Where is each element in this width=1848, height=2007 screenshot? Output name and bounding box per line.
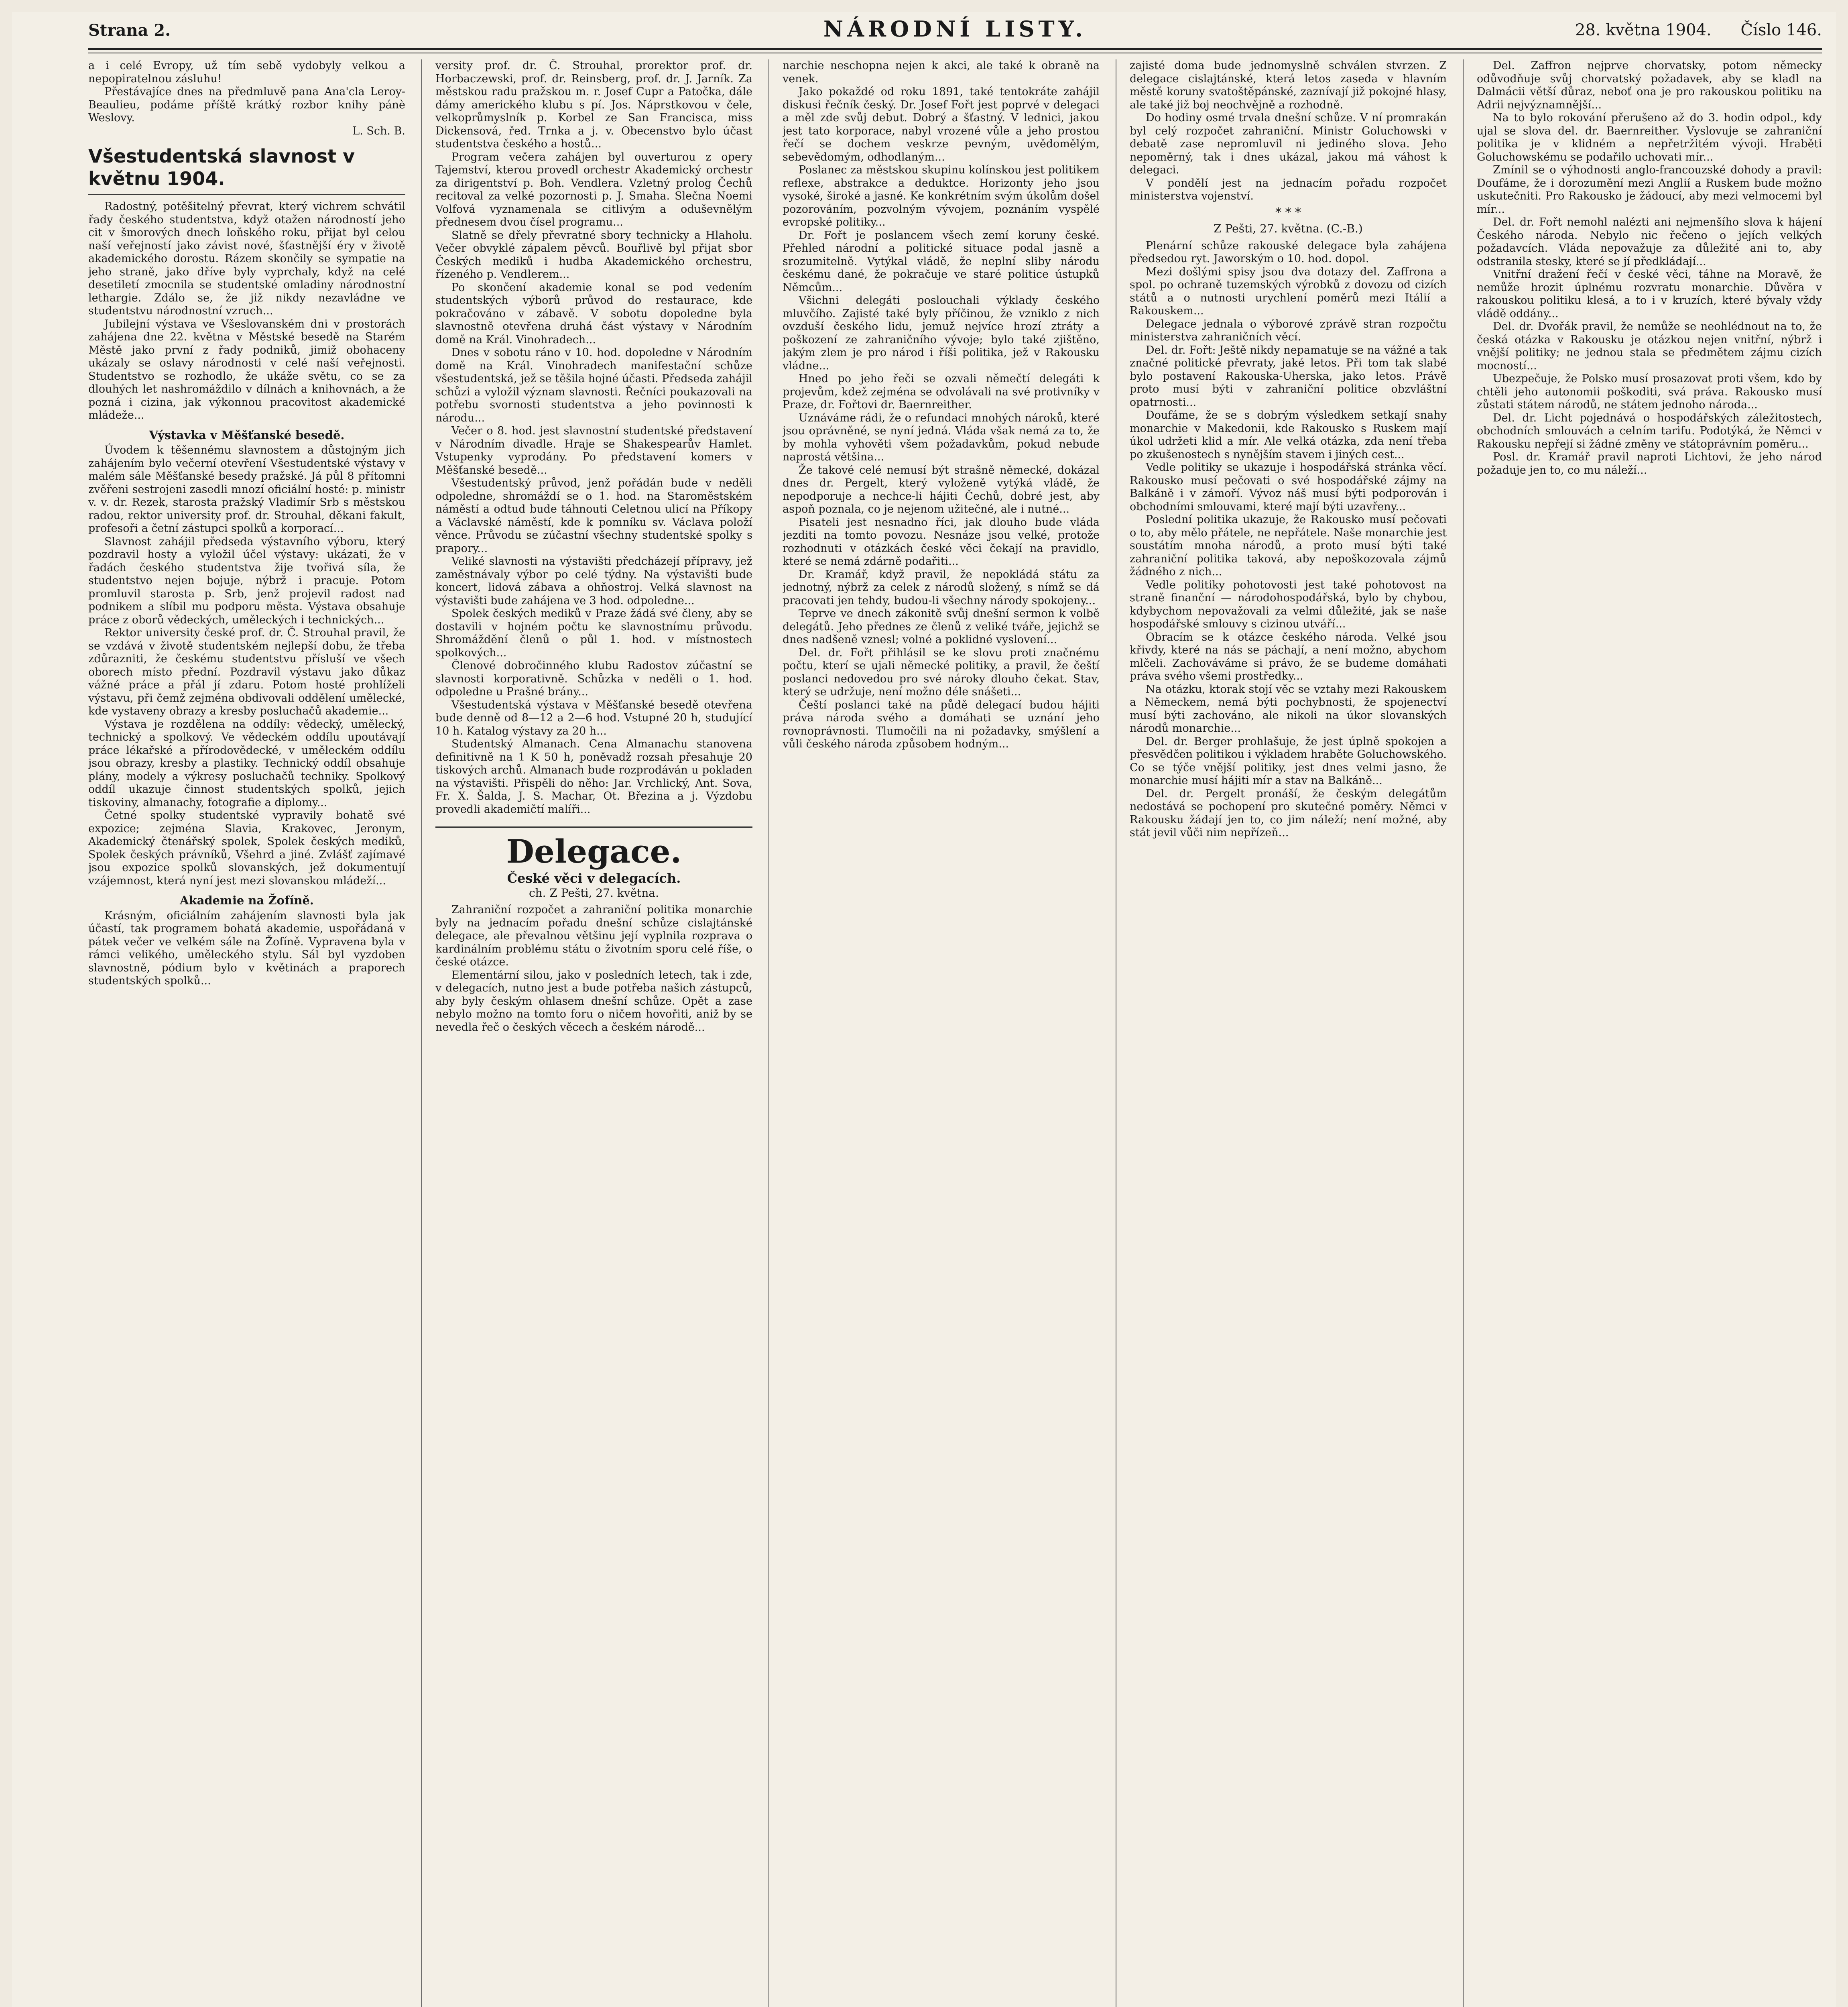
article-paragraph: Všestudentský průvod, jenž pořádán bude v neděli odpoledne, shromáždí se o 1. hod. na Staroměstském náměstí a odtud bude táhnouti Celetnou ulicí na Příkopy a Václavské náměstí, kde k pomníku sv. Václava položí věnce. Průvodu se zúčastní všechny studentské spolky s prapory... [435, 477, 752, 555]
article-paragraph: Slavnost zahájil předseda výstavního výboru, který pozdravil hosty a vyložil účel výstavy: ukázati, že v řadách českého studentstva žije tvořivá síla, že studentstvo nejen bojuje, nýbrž i pracuje. Potom promluvil starosta p. Srb, jenž projevil radost nad podnikem a slíbil mu podporu města. Výstava obsahuje práce z oborů vědeckých, uměleckých i technických... [88, 535, 405, 626]
article-paragraph: Pisateli jest nesnadno říci, jak dlouho bude vláda jezditi na tomto povozu. Nesnáze jsou velké, protože rozhodnuti v otázkách české věci čekají na pravidlo, které se nemá zdárně podařiti... [783, 516, 1100, 568]
article-paragraph: narchie neschopna nejen k akci, ale také k obraně na venek. [783, 59, 1100, 85]
section-subhead: Výstavka v Měšťanské besedě. [149, 428, 345, 442]
article-paragraph: V pondělí jest na jednacím pořadu rozpočet ministerstva vojenství. [1130, 177, 1447, 202]
newspaper-page [12, 12, 1836, 2007]
masthead-rule [88, 48, 1822, 53]
article-paragraph: Del. dr. Fořt: Ještě nikdy nepamatuje se na vážné a tak značné politické převraty, jaké letos. Při tom tak slabé bylo postavení Rakouska-Uherska, jako letos. Právě proto musí býti v zahraniční politice obzvláštní opatrnosti... [1130, 344, 1447, 409]
article-paragraph: Teprve ve dnech zákonitě svůj dnešní sermon k volbě delegátů. Jeho přednes ze členů z veliké tváře, jejichž se dnes nadšeně vznesl; volné a poklidné vyslovení... [783, 607, 1100, 646]
section-headline: Delegace. [435, 826, 752, 869]
column-4 [1130, 59, 1447, 2007]
section-subhead: Akademie na Žofíně. [180, 894, 314, 907]
article-paragraph: Del. dr. Berger prohlašuje, že jest úplně spokojen a přesvědčen politikou i výkladem hraběte Goluchowského. Co se týče vnější politiky, jest dnes velmi jasno, že monarchie musí hájiti mír a stav na Balkáně... [1130, 735, 1447, 787]
article-headline: Všestudentská slavnost v květnu 1904. [88, 145, 405, 195]
article-paragraph: Hned po jeho řeči se ozvali němečtí delegáti k projevům, kdež zejména se odvolávali na své protivníky v Praze, dr. Fořtovi dr. Baernreither. [783, 372, 1100, 411]
article-paragraph: Obracím se k otázce českého národa. Velké jsou křivdy, které na nás se páchají, a není možno, abychom mlčeli. Zachováváme si právo, že se budeme domáhati práva svého všemi prostředky... [1130, 631, 1447, 682]
article-paragraph: Del. dr. Dvořák pravil, že nemůže se neohlédnout na to, že česká otázka v Rakousku je otázkou nejen vnitřní, nýbrž i vnější politiky; ne jednou stala se předmětem zájmu cizích mocností... [1477, 320, 1822, 372]
article-paragraph: Ubezpečuje, že Polsko musí prosazovat proti všem, kdo by chtěli jeho autonomii poškoditi, svá práva. Rakousko musí zůstati státem národů, ne státem jednoho národa... [1477, 372, 1822, 411]
article-paragraph: Do hodiny osmé trvala dnešní schůze. V ní promrakán byl celý rozpočet zahraniční. Ministr Goluchowski v debatě zase nepromluvil ni jediného slova. Jeho nepoměrný, tak i dnes ukázal, jakou má váhost k delegaci. [1130, 112, 1447, 176]
intro-paragraph: a i celé Evropy, už tím sebě vydobyly velkou a nepopiratelnou zásluhu! [88, 59, 405, 85]
section-separator: * * * [1275, 205, 1301, 220]
article-paragraph: Na to bylo rokování přerušeno až do 3. hodin odpol., kdy ujal se slova del. dr. Baernreither. Vyslovuje se zahraniční politika je v klidném a nepřetržitém vývoji. Hraběti Goluchowskému se podařilo uchovati mír... [1477, 112, 1822, 163]
article-paragraph: Del. dr. Licht pojednává o hospodářských záležitostech, obchodních smlouvách a celním tarifu. Podotýká, že Němci v Rakousku nepřejí si žádné změny ve státoprávním poměru... [1477, 411, 1822, 450]
newspaper-title: NÁRODNÍ LISTY. [823, 16, 1087, 42]
article-paragraph: Zahraniční rozpočet a zahraniční politika monarchie byly na jednacím pořadu dnešní schůze cislajtánské delegace, ale převalnou většinu její vyplnila rozprava o kardinálním problému státu o životním sporu celé říše, o české otázce. [435, 904, 752, 968]
section-subtitle: České věci v delegacích. [507, 871, 681, 886]
article-paragraph: Uznáváme rádi, že o refundaci mnohých nároků, které jsou oprávněné, se nyní jedná. Vláda však nemá za to, že by mohla vyhověti všem požadavkům, pokud nebude naprostá většina... [783, 411, 1100, 463]
article-paragraph: Členové dobročinného klubu Radostov zúčastní se slavnosti korporativně. Schůzka v neděli o 1. hod. odpoledne u Prašné brány... [435, 660, 752, 698]
intro-paragraph: Přestávajíce dnes na předmluvě pana Ana'cla Leroy-Beaulieu, podáme příště krátký rozbor knihy pánè Weslovy. [88, 85, 405, 124]
article-paragraph: Jubilejní výstava ve Všeslovanském dni v prostorách zahájena dne 22. května v Městské besedě na Starém Městě jako první z řady podniků, jimiž obohaceny ukázaly se oslavy národnosti v celé naší veřejnosti. Studentstvo se rozhodlo, že ukáže světu, co se za dlouhých let nashromáždilo v dílnách a knihovnách, a že pozná i cizina, jak výkonnou pracovitost akademické mládeže... [88, 318, 405, 421]
article-paragraph: Veliké slavnosti na výstavišti předcházejí přípravy, jež zaměstnávaly výbor po celé týdny. Na výstavišti bude koncert, lidová zábava a ohňostroj. Velká slavnost na výstavišti bude zahájena ve 3 hod. odpoledne... [435, 555, 752, 607]
article-paragraph: Všichni delegáti poslouchali výklady českého mluvčího. Zajisté také byly příčinou, že vzniklo z nich ovzduší českého lidu, jemuž nejvíce hrozí ztráty a poškození ze zahraničního vývoje; bylo také zjištěno, jakým zlem je pro národ i říši politika, jež v Rakousku vládne... [783, 294, 1100, 372]
column-divider [1463, 59, 1464, 2007]
author-signature: L. Sch. B. [352, 124, 405, 137]
article-paragraph: Vedle politiky pohotovosti jest také pohotovost na straně finanční — národohospodářská, bylo by chybou, kdybychom nepovažovali za velmi důležité, jak se naše hospodářské smlouvy s cizinou utváří... [1130, 578, 1447, 630]
page-number: Strana 2. [88, 21, 171, 40]
masthead [88, 12, 1822, 50]
article-paragraph: Krásným, oficiálním zahájením slavnosti byla jak účastí, tak programem bohatá akademie, uspořádaná v pátek večer ve velkém sále na Žofíně. Vypravena byla v rámci velikého, uměleckého stylu. Sál byl vyzdoben slavnostně, pódium bylo v květinách a praporech studentských spolků... [88, 909, 405, 987]
article-paragraph: Spolek českých mediků v Praze žádá své členy, aby se dostavili v hojném počtu ke slavnostnímu průvodu. Shromáždění členů o půl 1. hod. v místnostech spolkových... [435, 607, 752, 659]
article-paragraph: Četné spolky studentské vypravily bohatě své expozice; zejména Slavia, Krakovec, Jeronym, Akademický čtenářský spolek, Spolek českých mediků, Spolek českých právníků, Všehrd a jiné. Zvlášť zajímavé jsou expozice spolků slovanských, jež dokumentují vzájemnost, která nyní jest mezi slovanskou mládeží... [88, 809, 405, 887]
column-divider [421, 59, 422, 2007]
column-2 [435, 59, 752, 2007]
column-1 [88, 59, 405, 2007]
article-paragraph: versity prof. dr. Č. Strouhal, prorektor prof. dr. Horbaczewski, prof. dr. Reinsberg, prof. dr. J. Jarník. Za městskou radu pražskou m. r. Josef Cupr a Patočka, dále dámy amerického klubu s pí. Jos. Náprstkovou v čele, velkoprůmyslník p. Korbel ze San Francisca, miss Dickensová, řed. Trnka a j. v. Obecenstvo bylo účast studentstva českého a hostů... [435, 59, 752, 150]
dateline: Z Pešti, 27. května. (C.-B.) [1214, 222, 1363, 235]
article-paragraph: Zmínil se o výhodnosti anglo-francouzské dohody a pravil: Doufáme, že i dorozumění mezi Anglií a Ruskem bude možno uskutečniti. Pro Rakousko je žádoucí, aby mezi velmocemi byl mír... [1477, 164, 1822, 216]
article-paragraph: Výstava je rozdělena na oddíly: vědecký, umělecký, technický a spolkový. Ve vědeckém oddílu upoutávají práce lékařské a přírodovědecké, v uměleckém oddílu jsou obrazy, kresby a plastiky. Technický oddíl obsahuje plány, modely a výkresy posluchačů techniky. Spolkový oddíl ukazuje činnost studentských spolků, jejich tiskoviny, almanachy, fotografie a diplomy... [88, 718, 405, 809]
article-paragraph: Poslední politika ukazuje, že Rakousko musí pečovati o to, aby mělo přátele, ne nepřátele. Naše monarchie jest soustátím mnoha národů, a proto musí býti také zahraniční politika taková, aby nepoškozovala zájmů žádného z nich... [1130, 513, 1447, 578]
article-paragraph: Čeští poslanci také na půdě delegací budou hájiti práva národa svého a domáhati se uznání jeho rovnoprávnosti. Tlumočili na ni požadavky, smýšlení a vůli českého národa způsobem hodným... [783, 698, 1100, 750]
article-paragraph: Všestudentská výstava v Měšťanské besedě otevřena bude denně od 8—12 a 2—6 hod. Vstupné 20 h, studující 10 h. Katalog výstavy za 20 h... [435, 698, 752, 737]
issue-date: 28. května 1904. [1575, 21, 1712, 39]
article-paragraph: Úvodem k těšennému slavnostem a důstojným jich zahájením bylo večerní otevření Všestudentské výstavy v malém sále Měšťanské besedy pražské. Já půl 8 přítomni zvěřeni sestrojeni zasedli mnozí oficiální hosté: p. ministr v. v. dr. Rezek, starosta pražský Vladimír Srb s městskou radou, rektor university prof. dr. Strouhal, děkani fakult, profesoři a četní zástupci spolků a korporací... [88, 444, 405, 535]
article-paragraph: Studentský Almanach. Cena Almanachu stanovena definitivně na 1 K 50 h, poněvadž rozsah přesahuje 20 tiskových archů. Almanach bude rozprodáván u pokladen na výstavišti. Přispěli do něho: Jar. Vrchlický, Ant. Sova, Fr. X. Šalda, J. S. Machar, Ot. Březina a j. Výzdobu provedli akademičtí malíři... [435, 738, 752, 816]
article-paragraph: Program večera zahájen byl ouverturou z opery Tajemství, kterou provedl orchestr Akademický orchestr za dirigentství p. Boh. Vendlera. Vzletný prolog Čechů recitoval za velké pozornosti p. J. Smaha. Slečna Noemi Volfová vyznamenala se citlivým a oduševnělým přednesem dvou čísel programu... [435, 151, 752, 228]
article-paragraph: Dr. Kramář, když pravil, že nepokládá státu za jednotný, nýbrž za celek z národů složený, s nímž se dá pracovati jen tehdy, budou-li všechny národy spokojeny... [783, 568, 1100, 607]
article-paragraph: Plenární schůze rakouské delegace byla zahájena předsedou ryt. Jaworským o 10. hod. dopol. [1130, 239, 1447, 265]
dateline: ch. Z Pešti, 27. května. [529, 886, 659, 900]
article-paragraph: Posl. dr. Kramář pravil naproti Lichtovi, že jeho národ požaduje jen to, co mu náleží... [1477, 451, 1822, 476]
article-paragraph: Večer o 8. hod. jest slavnostní studentské představení v Národním divadle. Hraje se Shakespearův Hamlet. Vstupenky vyprodány. Po představení komers v Měšťanské besedě... [435, 425, 752, 476]
article-paragraph: Del. dr. Fořt nemohl nalézti ani nejmenšího slova k hájení Českého národa. Nebylo nic řečeno o jejích velkých požadavcích. Vláda nepovažuje za důležité ani to, aby odstranila stesky, které se jí předkládají... [1477, 216, 1822, 268]
article-paragraph: Radostný, potěšitelný převrat, který vichrem schvátil řady českého studentstva, když otažen národností jeho cit v šmorových dnech loňského roku, přijat byl celou naší veřejností jako závist nové, šťastnější éry v životě akademického dorostu. Rázem skončily se sympatie na jeho straně, jako dříve byly vyprchaly, když na celé desetiletí zmocnila se studentské omladiny národnostní lethargie. Zdálo se, že již nikdy nezavládne ve studentstvu národnostní vzruch... [88, 200, 405, 317]
date-issue [1575, 21, 1822, 39]
article-paragraph: Del. dr. Fořt přihlásil se ke slovu proti značnému počtu, kterí se ujali německé politiky, a pravil, že čeští poslanci nedovedou pro své nároky dlouho čekat. Stav, který se udržuje, není možno déle snášeti... [783, 646, 1100, 698]
article-paragraph: Mezi došlými spisy jsou dva dotazy del. Zaffrona a spol. po ochraně tuzemských výrobků z dovozu od cizích států a o nutnosti urychlení poměrů mezi Itálií a Rakouskem... [1130, 265, 1447, 317]
article-paragraph: zajisté doma bude jednomyslně schválen stvrzen. Z delegace cislajtánské, která letos zaseda v hlavním městě koruny svatoštěpánské, zaznívají již pokojné hlasy, ale také již boj neochvějně a rozhodně. [1130, 59, 1447, 111]
article-paragraph: Že takové celé nemusí být strašně německé, dokázal dnes dr. Pergelt, který vyloženě vytýká vládě, že nepodporuje a nechce-li hájiti Čechů, dobré jest, aby aspoň poznala, co je nejenom užitečné, ale i nutné... [783, 464, 1100, 515]
column-5 [1477, 59, 1822, 2007]
article-paragraph: Poslanec za městskou skupinu kolínskou jest politikem reflexe, abstrakce a deduktce. Horizonty jeho jsou vysoké, široké a jasné. Ke konkrétním svým úkolům došel pozorováním, pozvolným vývojem, poznáním vyspělé evropské politiky... [783, 164, 1100, 228]
article-paragraph: Vedle politiky se ukazuje i hospodářská stránka věcí. Rakousko musí pečovati o své hospodářské zájmy na Balkáně i v zámoří. Vývoz náš musí býti podporován i obchodními smlouvami, které mají býti uzavřeny... [1130, 461, 1447, 513]
article-paragraph: Jako pokaždé od roku 1891, také tentokráte zahájil diskusi řečník český. Dr. Josef Fořt jest poprvé v delegaci a měl zde svůj debut. Dobrý a šťastný. V lednici, jakou jest tato korporace, nabyl vrozené vůle a jeho prostou řečí se dochem veskrze pevným, uvědomělým, sebevědomým, odhodlaným... [783, 85, 1100, 163]
article-paragraph: Rektor university české prof. dr. Č. Strouhal pravil, že se vzdává v životě studentském nejlepší dobu, že třeba zdůrazniti, že českému studentstvu přísluší ve všech oborech místo přední. Pozdravil výstavu jako důkaz vážné práce a přál jí zdaru. Potom hosté prohlíželi výstavu, při čemž zejména obdivovali oddělení umělecké, kde vystaveny obrazy a kresby posluchačů akademie... [88, 627, 405, 717]
article-paragraph: Del. dr. Pergelt pronáší, že českým delegátům nedostává se pochopení pro skutečné poměry. Němci v Rakousku žádají jen to, co jim náleží; není možné, aby stát jevil vůči nim nepřízeň... [1130, 787, 1447, 839]
article-paragraph: Del. Zaffron nejprve chorvatsky, potom německy odůvodňuje svůj chorvatský požadavek, aby se kladl na Dalmácii větší důraz, neboť ona je pro rakouskou politiku na Adrii nejvýznamnější... [1477, 59, 1822, 111]
issue-number: Číslo 146. [1740, 21, 1822, 39]
article-paragraph: Slatně se dřely převratné sbory technicky a Hlaholu. Večer obvyklé zápalem pěvců. Bouřlivě byl přijat sbor Českých mediků i hudba Akademického orchestru, řízeného p. Vendlerem... [435, 229, 752, 281]
article-paragraph: Dnes v sobotu ráno v 10. hod. dopoledne v Národním domě na Král. Vinohradech manifestační schůze všestudentská, jež se těšila hojné účasti. Předseda zahájil schůzi a vyložil význam slavnosti. Řečníci poukazovali na potřebu svornosti studentstva a jeho povinnosti k národu... [435, 346, 752, 424]
column-3 [783, 59, 1100, 2007]
article-paragraph: Vnitřní dražení řečí v české věci, táhne na Moravě, že nemůže hrozit úplnému rozvratu monarchie. Důvěra v rakouskou politiku klesá, a to i v kruzích, které bývaly vždy vládě oddány... [1477, 268, 1822, 320]
article-paragraph: Na otázku, ktorak stojí věc se vztahy mezi Rakouskem a Německem, nemá býti pochybnosti, že spojenectví musí býti zachováno, ale nikoli na úkor slovanských národů monarchie... [1130, 683, 1447, 735]
article-paragraph: Dr. Fořt je poslancem všech zemí koruny české. Přehled národní a politické situace podal jasně a srozumitelně. Vytýkal vládě, že neplní sliby národu českému dané, že pokračuje ve staré politice ústupků Němcům... [783, 229, 1100, 294]
article-paragraph: Delegace jednala o výborové zprávě stran rozpočtu ministerstva zahraničních věcí. [1130, 318, 1447, 343]
column-divider [768, 59, 769, 2007]
article-paragraph: Elementární silou, jako v posledních letech, tak i zde, v delegacích, nutno jest a bude potřeba našich zástupců, aby byly českým ohlasem dnešní schůze. Opět a zase nebylo možno na tomto foru o ničem hovořiti, aniž by se nevedla řeč o českých věcech a českém národě... [435, 969, 752, 1034]
article-paragraph: Doufáme, že se s dobrým výsledkem setkají snahy monarchie v Makedonii, kde Rakousko s Ruskem mají úkol udržeti klid a mír. Ale velká otázka, zda není třeba po zkušenostech s nynějším stavem i jiných cest... [1130, 409, 1447, 461]
article-paragraph: Po skončení akademie konal se pod vedením studentských výborů průvod do restaurace, kde pokračováno v zábavě. V sobotu dopoledne byla slavnostně otevřena druhá část výstavy v Národním domě na Král. Vinohradech... [435, 281, 752, 346]
